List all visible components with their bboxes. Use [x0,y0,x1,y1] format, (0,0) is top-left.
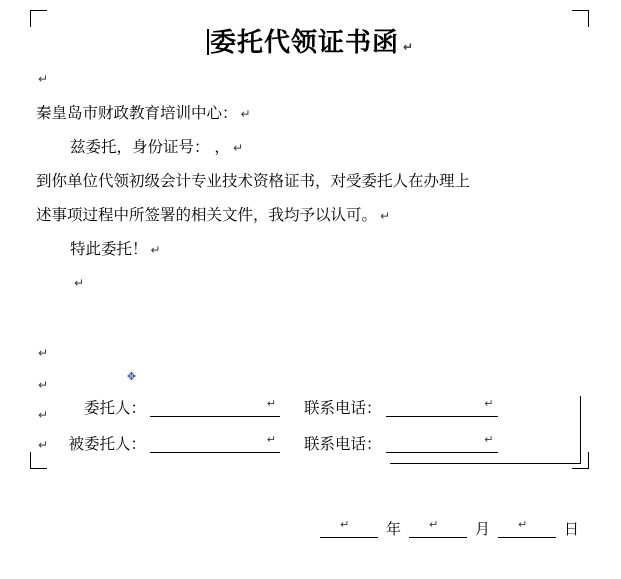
entrustee-label: 被委托人： [68,435,146,453]
date-year-unit: 年 [386,520,402,538]
pilcrow-mark: ↵ [240,107,251,121]
table-right-border [580,396,581,464]
date-line [320,518,587,539]
entruster-phone-label: 联系电话： [304,399,382,417]
pilcrow-mark: ↵ [38,346,49,360]
paragraph-certificate [36,164,576,198]
paragraph-confirmation-text: 述事项过程中所签署的相关文件，我均予以认可。 [36,206,378,224]
text-cursor [207,29,209,55]
entrustee-phone-field[interactable] [386,433,498,453]
date-day-unit: 日 [564,520,580,538]
pilcrow-mark: ↵ [484,397,494,410]
paragraph-closing-text: 特此委托！ [70,240,148,258]
paragraph-closing [36,232,576,267]
pilcrow-mark: ↵ [38,72,49,86]
paragraph-entrust-id-text: 兹委托，身份证号： ， [70,138,230,156]
entruster-value-field[interactable] [150,397,280,417]
pilcrow-mark: ↵ [38,438,49,452]
pilcrow-mark: ↵ [340,518,350,531]
date-month-unit: 月 [475,520,491,538]
pilcrow-mark: ↵ [266,397,276,410]
pilcrow-mark: ↵ [74,276,85,290]
date-day-field[interactable] [498,519,556,538]
paragraph-confirmation [36,198,576,233]
pilcrow-mark: ↵ [150,243,161,257]
paragraph-certificate-text: 到你单位代领初级会计专业技术资格证书，对受委托人在办理上 [36,172,471,190]
pilcrow-mark: ↵ [266,433,276,446]
pilcrow-mark: ↵ [484,433,494,446]
pilcrow-mark: ↵ [38,378,49,392]
date-month-field[interactable] [409,519,467,538]
date-year-field[interactable] [320,519,378,538]
entruster-label: 委托人： [83,399,146,417]
pilcrow-mark: ↵ [380,209,391,223]
pilcrow-mark: ↵ [429,518,439,531]
paragraph-recipient-text: 秦皇岛市财政教育培训中心： [36,104,238,122]
pilcrow-mark: ↵ [38,408,49,422]
signature-row-entruster [36,396,581,426]
entrustee-value-field[interactable] [150,433,280,453]
signature-row-entrustee [36,432,581,462]
pilcrow-mark: ↵ [232,141,243,155]
entruster-phone-field[interactable] [386,397,498,417]
document-title-text: 委托代领证书函 [209,28,399,58]
pilcrow-mark: ↵ [402,40,415,54]
document-title [0,22,621,59]
paragraph-entrust-id [36,130,576,165]
table-bottom-border [390,463,581,464]
entrustee-phone-label: 联系电话： [304,435,382,453]
paragraph-recipient [36,96,576,131]
table-move-handle-icon[interactable]: ✥ [126,371,137,383]
pilcrow-mark: ↵ [518,518,528,531]
